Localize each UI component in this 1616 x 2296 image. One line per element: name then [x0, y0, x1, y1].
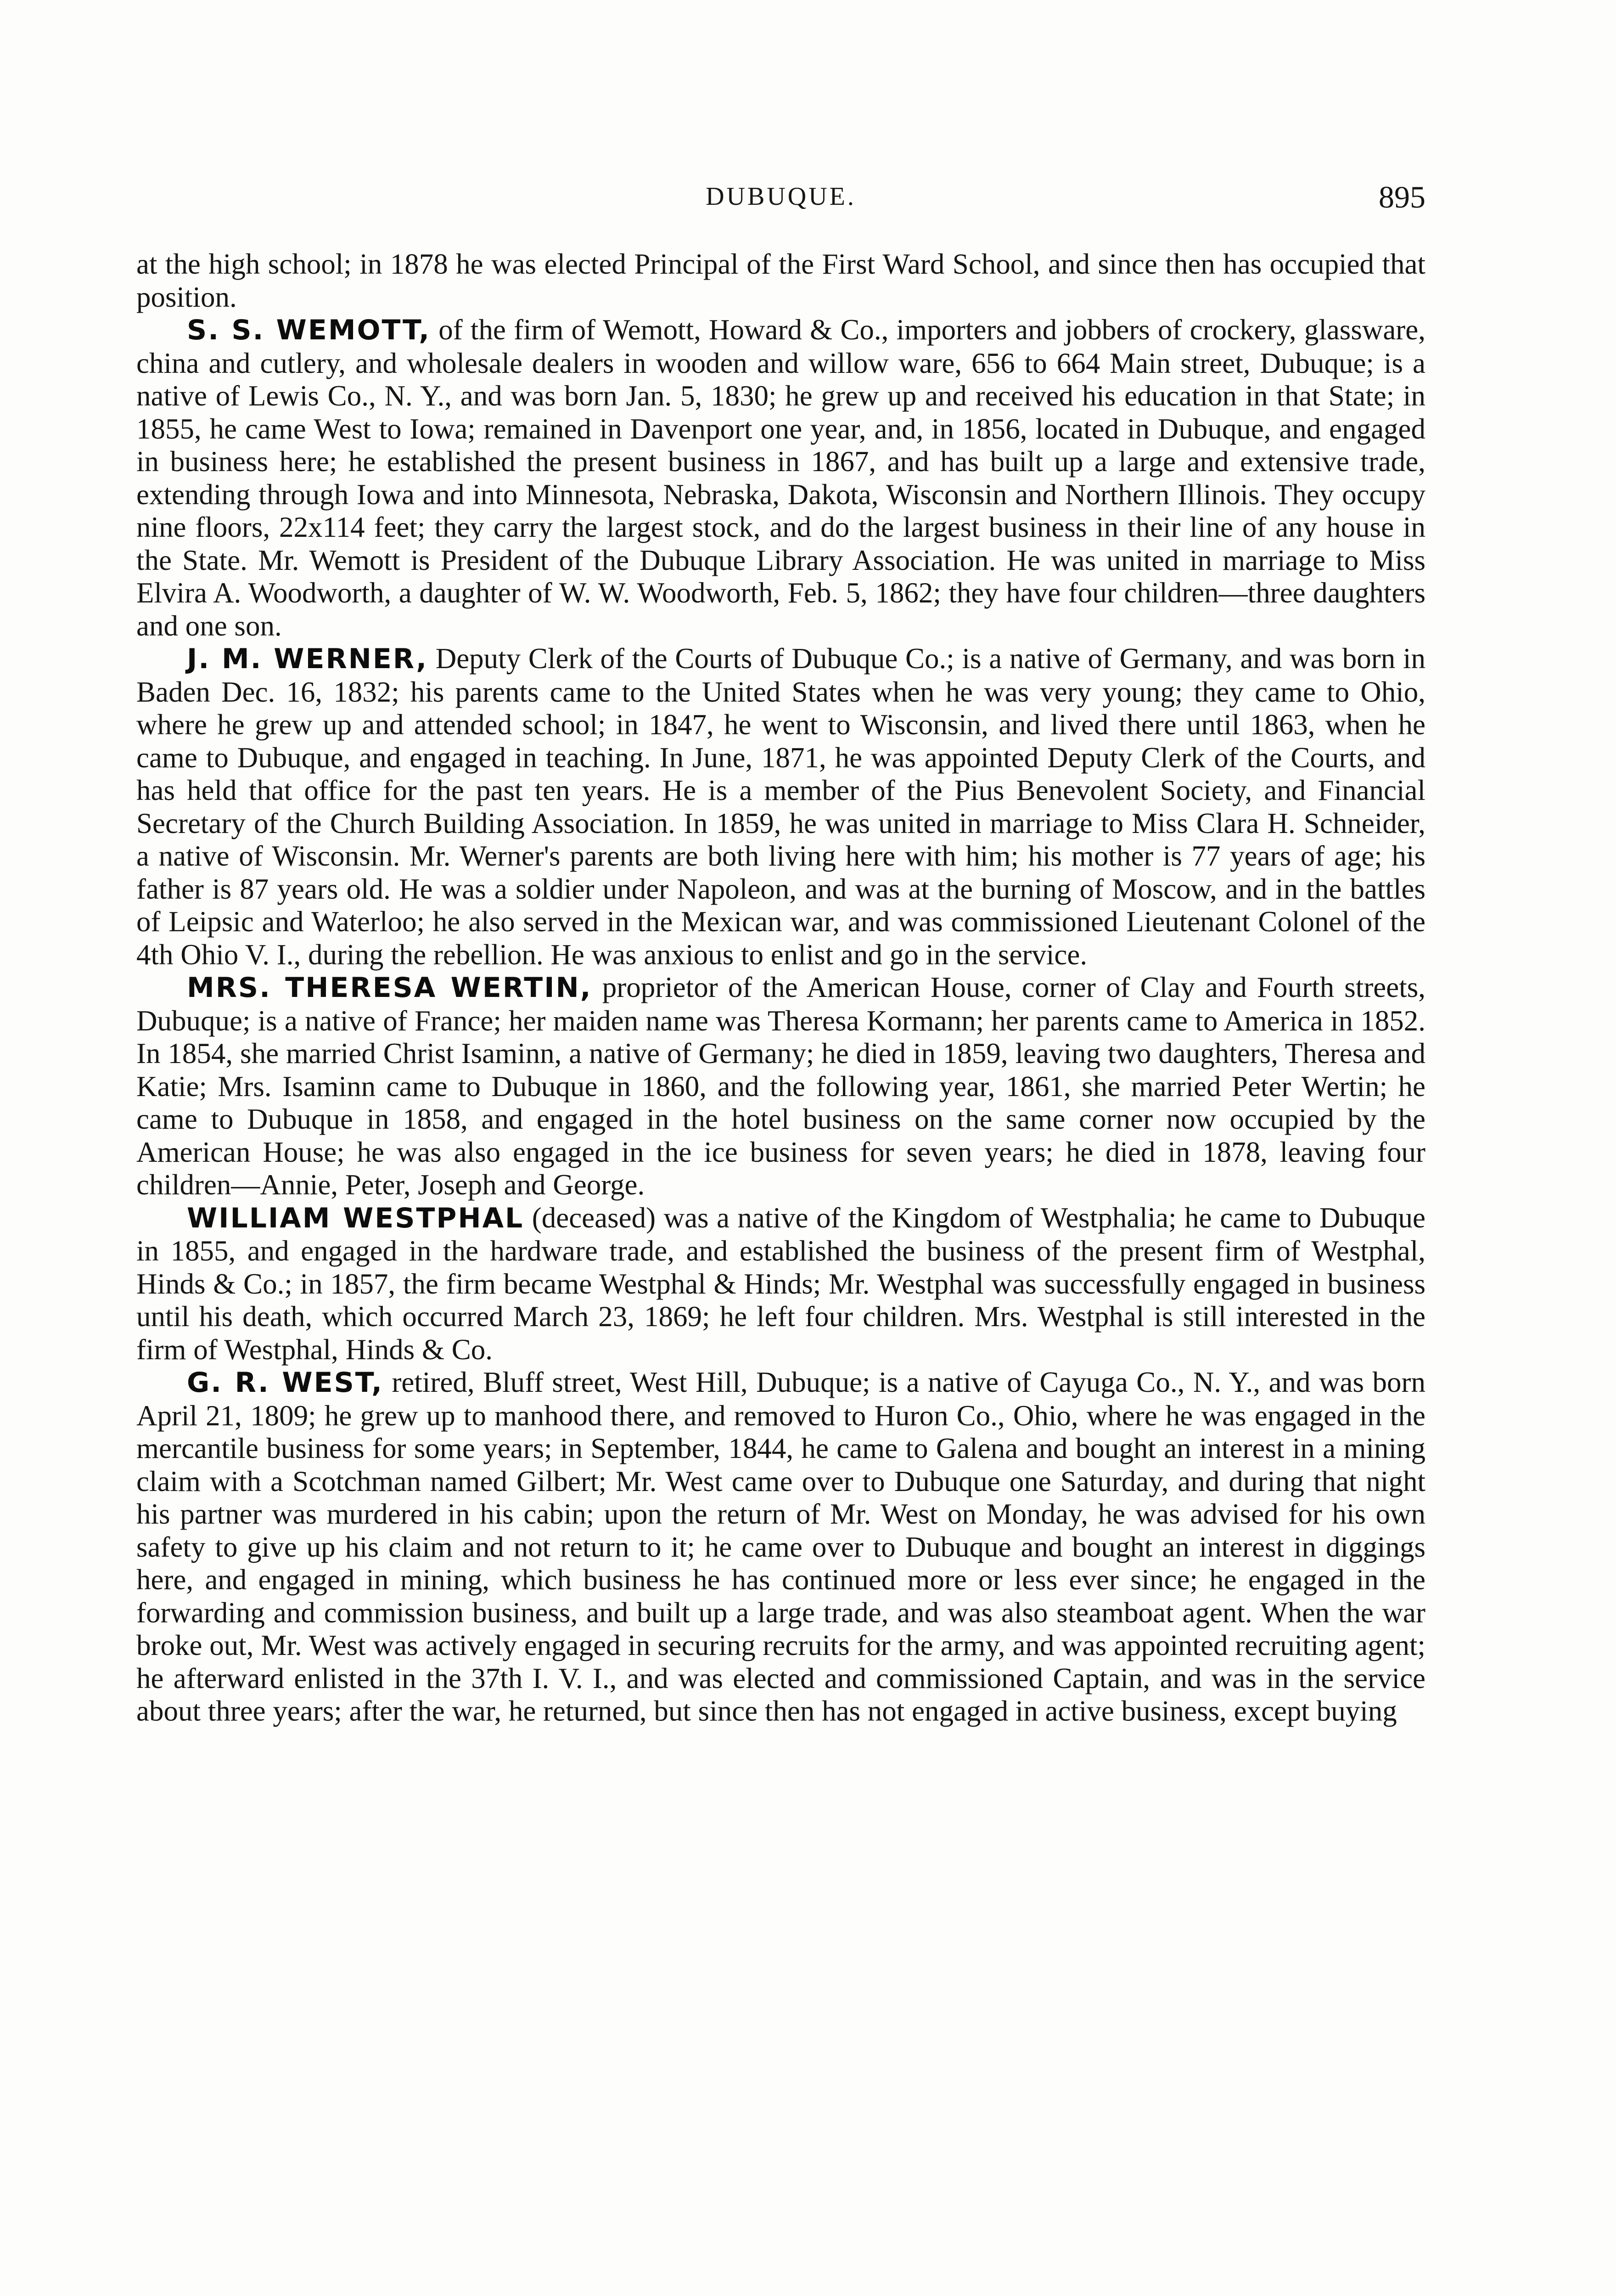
entry-text: (deceased) was a native of the Kingdom of Westphalia; he came to Dubuque in 1855, and engaged in the hardware trade, and established the business of the present firm of Westphal, Hinds & Co.; in 1857, the firm became Westphal & Hinds; Mr. Westphal was successfully engaged in business until his death, which occurred March 23, 1869; he left four children. Mrs. Westphal is still interested in the firm of Westphal, Hinds & Co. [136, 1201, 1425, 1366]
running-title: DUBUQUE. [706, 182, 856, 211]
running-header [136, 182, 1425, 219]
entry-text: retired, Bluff street, West Hill, Dubuque; is a native of Cayuga Co., N. Y., and was born April 21, 1809; he grew up to manhood there, and removed to Huron Co., Ohio, where he was engaged in the mercantile business for some years; in September, 1844, he came to Galena and bought an interest in a mining claim with a Scotchman named Gilbert; Mr. West came over to Dubuque one Saturday, and during that night his partner was murdered in his cabin; upon the return of Mr. West on Monday, he was advised for his own safety to give up his claim and not return to it; he came over to Dubuque and bought an interest in diggings here, and engaged in mining, which business he has continued more or less ever since; he engaged in the forwarding and commission business, and built up a large trade, and was also steamboat agent. When the war broke out, Mr. West was actively engaged in securing recruits for the army, and was appointed recruiting agent; he afterward enlisted in the 37th I. V. I., and was elected and commissioned Captain, and was in the service about three years; after the war, he returned, but since then has not engaged in active business, except buying [136, 1366, 1425, 1727]
entry-name: WILLIAM WESTPHAL [187, 1202, 524, 1234]
entry-text: Deputy Clerk of the Courts of Dubuque Co.; is a native of Germany, and was born in Baden Dec. 16, 1832; his parents came to the United States when he was very young; they came to Ohio, where he grew up and attended school; in 1847, he went to Wisconsin, and lived there until 1863, when he came to Dubuque, and engaged in teaching. In June, 1871, he was appointed Deputy Clerk of the Courts, and has held that office for the past ten years. He is a member of the Pius Benevolent Society, and Financial Secretary of the Church Building Association. In 1859, he was united in marriage to Miss Clara H. Schneider, a native of Wisconsin. Mr. Werner's parents are both living here with him; his mother is 77 years of age; his father is 87 years old. He was a soldier under Napoleon, and was at the burning of Moscow, and in the battles of Leipsic and Waterloo; he also served in the Mexican war, and was commissioned Lieutenant Colonel of the 4th Ohio V. I., during the rebellion. He was anxious to enlist and go in the service. [136, 642, 1425, 971]
biography-entry [136, 642, 1425, 971]
biography-entry [136, 1366, 1425, 1728]
biography-entry [136, 971, 1425, 1202]
entry-name: J. M. WERNER, [187, 643, 428, 675]
entry-name: MRS. THERESA WERTIN, [187, 972, 592, 1004]
biography-entry [136, 1202, 1425, 1367]
body-text [136, 248, 1425, 1728]
paragraph-continuation [136, 248, 1425, 314]
biography-entry [136, 314, 1425, 642]
entry-text: of the firm of Wemott, Howard & Co., importers and jobbers of crockery, glassware, china and cutlery, and wholesale dealers in wooden and willow ware, 656 to 664 Main street, Dubuque; is a native of Lewis Co., N. Y., and was born Jan. 5, 1830; he grew up and received his education in that State; in 1855, he came West to Iowa; remained in Davenport one year, and, in 1856, located in Dubuque, and engaged in business here; he established the present business in 1867, and has built up a large and extensive trade, extending through Iowa and into Minnesota, Nebraska, Dakota, Wisconsin and Northern Illinois. They occupy nine floors, 22x114 feet; they carry the largest stock, and do the largest business in their line of any house in the State. Mr. Wemott is President of the Dubuque Library Association. He was united in marriage to Miss Elvira A. Woodworth, a daughter of W. W. Woodworth, Feb. 5, 1862; they have four children—three daughters and one son. [136, 314, 1425, 642]
paragraph-text: at the high school; in 1878 he was elected Principal of the First Ward School, and since then has occupied that position. [136, 248, 1425, 313]
page-number: 895 [1379, 180, 1425, 214]
entry-name: G. R. WEST, [187, 1367, 383, 1399]
entry-name: S. S. WEMOTT, [187, 314, 431, 346]
entry-text: proprietor of the American House, corner of Clay and Fourth streets, Dubuque; is a native of France; her maiden name was Theresa Kormann; her parents came to America in 1852. In 1854, she married Christ Isaminn, a native of Germany; he died in 1859, leaving two daughters, Theresa and Katie; Mrs. Isaminn came to Dubuque in 1860, and the following year, 1861, she married Peter Wertin; he came to Dubuque in 1858, and engaged in the hotel business on the same corner now occupied by the American House; he was also engaged in the ice business for seven years; he died in 1878, leaving four children—Annie, Peter, Joseph and George. [136, 971, 1425, 1201]
